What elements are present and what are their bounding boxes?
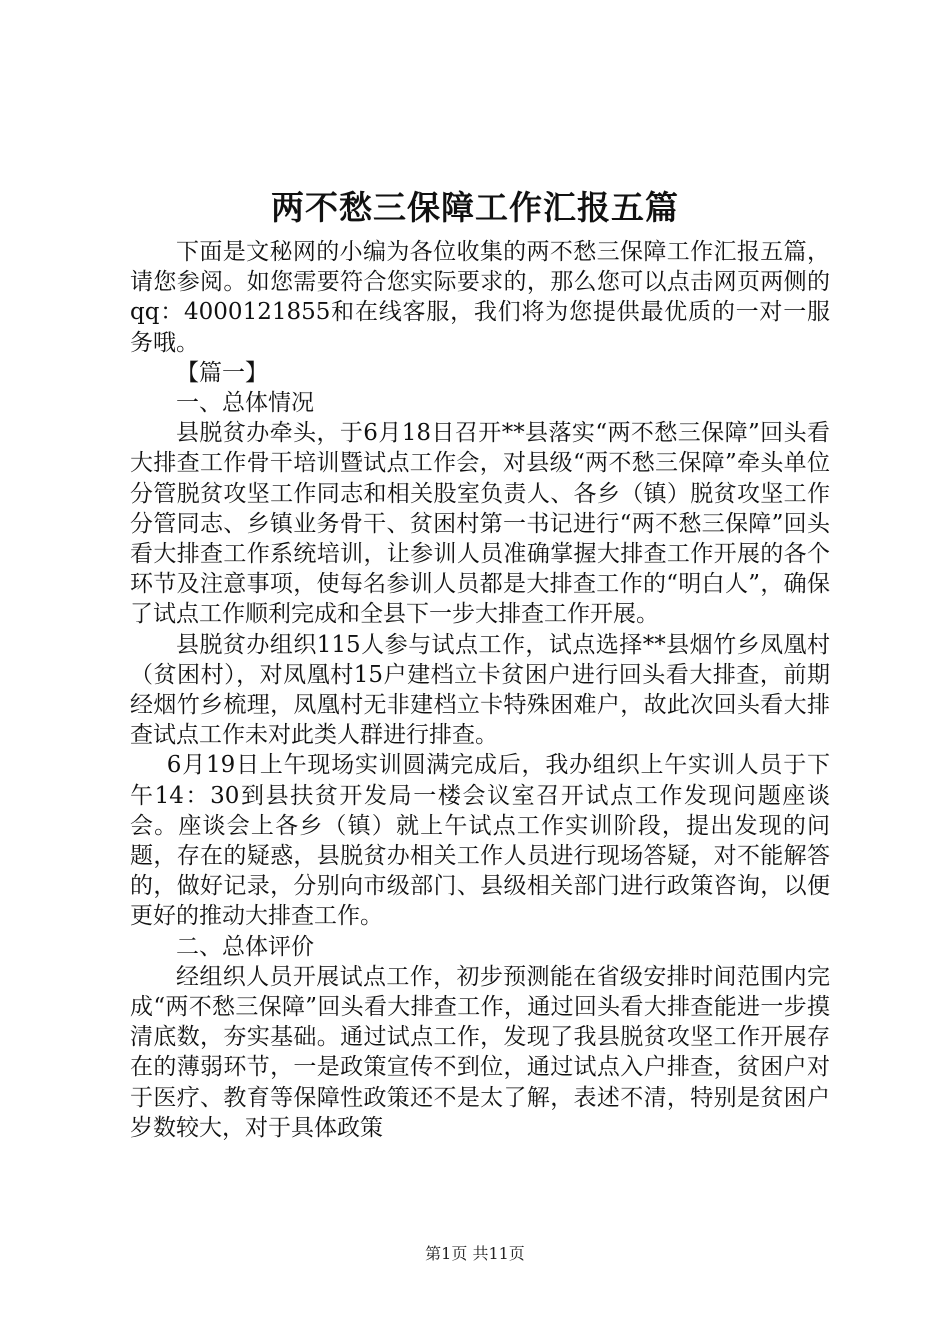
document-body [130, 237, 830, 1143]
paragraph-evaluation: 经组织人员开展试点工作，初步预测能在省级安排时间范围内完成“两不愁三保障”回头看大排查工作，通过回头看大排查能进一步摸清底数，夯实基础。通过试点工作，发现了我县脱贫攻坚工作开展存在的薄弱环节，一是政策宣传不到位，通过试点入户排查，贫困户对于医疗、教育等保障性政策还不是太了解，表述不清，特别是贫困户岁数较大，对于具体政策 [130, 963, 830, 1141]
paragraph-pilot-work: 县脱贫办组织115人参与试点工作，试点选择**县烟竹乡凤凰村（贫困村），对凤凰村15户建档立卡贫困户进行回头看大排查，前期经烟竹乡梳理，凤凰村无非建档立卡特殊困难户，故此次回头看大排查试点工作未对此类人群进行排查。 [130, 631, 830, 749]
document-title: 两不愁三保障工作汇报五篇 [271, 188, 679, 227]
page-number-footer: 第1页 共11页 [425, 1244, 525, 1263]
paragraph-training-meeting: 县脱贫办牵头，于6月18日召开**县落实“两不愁三保障”回头看大排查工作骨干培训暨试点工作会，对县级“两不愁三保障”牵头单位分管脱贫攻坚工作同志和相关股室负责人、各乡（镇）脱贫攻坚工作分管同志、乡镇业务骨干、贫困村第一书记进行“两不愁三保障”回头看大排查工作系统培训，让参训人员准确掌握大排查工作开展的各个环节及注意事项，使每名参训人员都是大排查工作的“明白人”，确保了试点工作顺利完成和全县下一步大排查工作开展。 [130, 420, 830, 628]
paragraph-forum: 6月19日上午现场实训圆满完成后，我办组织上午实训人员于下午14：30到县扶贫开发局一楼会议室召开试点工作发现问题座谈会。座谈会上各乡（镇）就上午试点工作实训阶段，提出发现的问题，存在的疑惑，县脱贫办相关工作人员进行现场答疑，对不能解答的，做好记录，分别向市级部门、县级相关部门进行政策咨询，以便更好的推动大排查工作。 [130, 752, 830, 930]
heading-overall-situation: 一、总体情况 [176, 390, 314, 417]
intro-paragraph: 下面是文秘网的小编为各位收集的两不愁三保障工作汇报五篇，请您参阅。如您需要符合您实际要求的，那么您可以点击网页两侧的qq：4000121855和在线客服，我们将为您提供最优质的一对一服务哦。 [130, 239, 830, 356]
heading-overall-evaluation: 二、总体评价 [176, 933, 314, 960]
section-label-part-one: 【篇一】 [176, 359, 268, 386]
